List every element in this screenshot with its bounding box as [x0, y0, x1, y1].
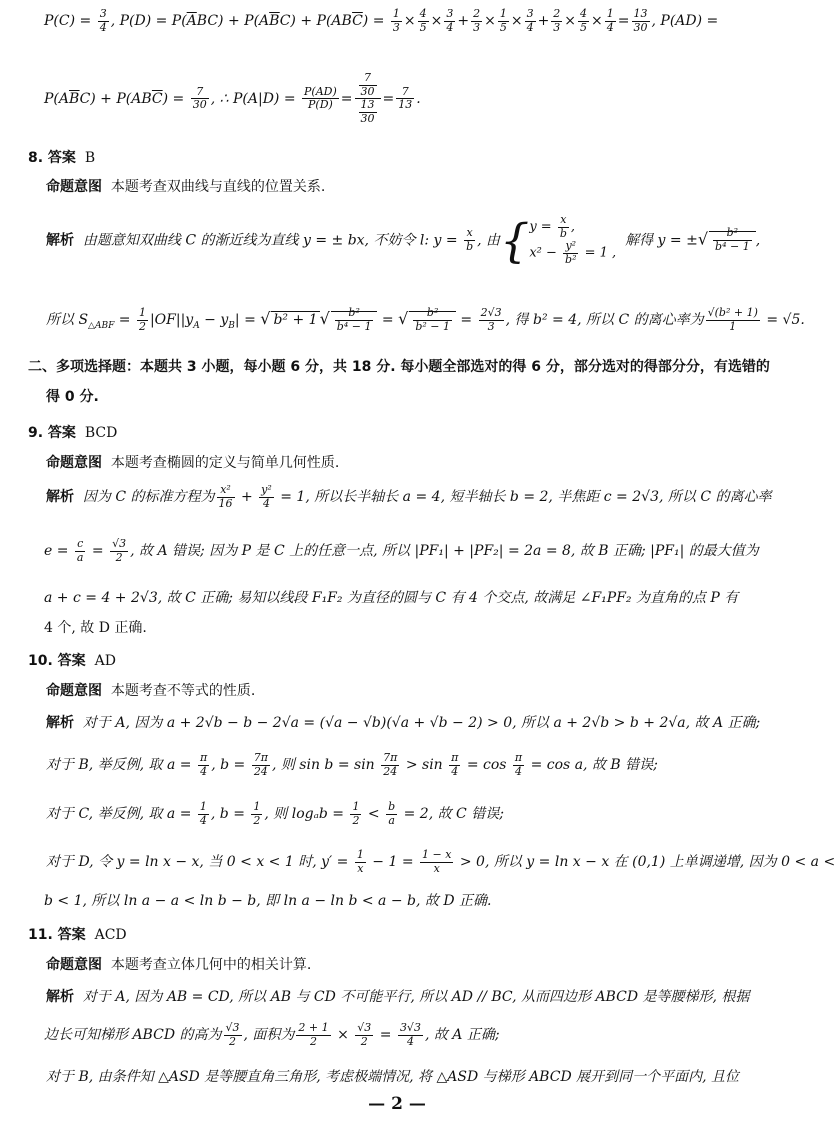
q10-option-a: 解析 对于 A, 因为 a + 2√b − b − 2√a = (√a − √b)(√a + √b − 2) > 0, 所以 a + 2√b > b + 2√a, 故 A 正确;	[46, 715, 761, 731]
q11-analysis-line3: 对于 B, 由条件知 △ASD 是等腰直角三角形, 考虑极端情况, 将 △ASD 与梯形 ABCD 展开到同一个平面内, 且位	[46, 1069, 740, 1085]
q11-answer: 11. 答案 ACD	[28, 927, 127, 943]
q8-area: 所以 $S_{\triangle ABF}$ = $\frac{1}{2}$ $|OF||y_A - y_B|$ = √ b² + 1 √ $\frac{\text{b²}}{\text{b⁴ − 1}}$ = √ $\frac{\text{b²}}{\text{b² − 1}}$ = $\frac{2√3}{3}$ , 得 b² = 4, 所以 C 的离心率为 $\frac{\text{√(b² + 1)}}{1}$ = √5.	[46, 306, 805, 333]
q9-answer: 9. 答案 BCD	[28, 425, 118, 441]
q9-analysis-line1: 解析 因为 C 的标准方程为 $\frac{\text{x²}}{16}$ + $\frac{\text{y²}}{4}$ = 1, 所以长半轴长 a = 4, 短半轴长 b = 2, 半焦距 c = 2√3, 所以 C 的离心率	[46, 483, 772, 510]
nested-fraction: $\frac{\frac{7}{30}}{\frac{13}{30}}$	[355, 72, 381, 126]
q9-analysis-line4: 4 个, 故 D 正确.	[44, 620, 147, 636]
q9-analysis-line2: e = $\frac{c}{a}$ = $\frac{√3}{2}$ , 故 A 错误; 因为 P 是 C 上的任意一点, 所以 |PF₁| + |PF₂| = 2a = 8, 故 B 正确; |PF₁| 的最大值为	[44, 537, 759, 564]
q8-intent: 命题意图 本题考查双曲线与直线的位置关系.	[46, 179, 326, 195]
q8-analysis: 解析 由题意知双曲线 C 的渐近线为直线 y = ± bx, 不妨令 l: y = $\frac{x}{b}$ , 由{ y = $\frac{x}{b}$ , x² − $\frac{\text{y²}}{\text{b²}}$ = 1 , 解得 y = ±√ $\frac{\text{b²}}{\text{b⁴ − 1}}$ ,	[46, 213, 761, 268]
q10-option-b: 对于 B, 举反例, 取 a = $\frac{\pi}{4}$ , b = $\frac{7\pi}{24}$ , 则 sin b = sin $\frac{7\pi}{24}$ > sin $\frac{\pi}{4}$ = cos $\frac{\pi}{4}$ = cos a, 故 B 错误;	[46, 751, 658, 778]
section2-title-cont: 得 0 分.	[46, 389, 99, 405]
q10-option-c: 对于 C, 举反例, 取 a = $\frac{1}{4}$ , b = $\frac{1}{2}$ , 则 logₐb = $\frac{1}{2}$ < $\frac{b}{a}$ = 2, 故 C 错误;	[46, 800, 504, 827]
section2-title: 二、多项选择题：本题共 3 小题，每小题 6 分，共 18 分. 每小题全部选对的得 6 分，部分选对的得部分分，有选错的	[28, 359, 770, 375]
q10-intent: 命题意图 本题考查不等式的性质.	[46, 683, 256, 699]
q7-line2: $P(A\overline{B}C) + P(AB\overline{C})$ = $\frac{7}{30}$ , ∴ P(A|D) = $\frac{P(AD)}{P(D)}$ = $\frac{\frac{7}{30}}{\frac{13}{30}}$ = $\frac{7}{13}$ .	[44, 71, 421, 125]
q7-line1: P(C) = $\frac{3}{4}$ , $P(D) = P(\overline{A}BC) + P(A\overline{B}C) + P(AB\overline{C})$ = $\frac{1}{3}$ × $\frac{4}{5}$ × $\frac{3}{4}$ + $\frac{2}{3}$ × $\frac{1}{5}$ × $\frac{3}{4}$ + $\frac{2}{3}$ × $\frac{4}{5}$ × $\frac{1}{4}$ = $\frac{13}{30}$ , P(AD) =	[44, 7, 719, 34]
page-number: — 2 —	[368, 1094, 426, 1114]
q10-option-d-cont: b < 1, 所以 ln a − a < ln b − b, 即 ln a − ln b < a − b, 故 D 正确.	[44, 893, 492, 909]
q11-intent: 命题意图 本题考查立体几何中的相关计算.	[46, 957, 312, 973]
q11-analysis-line2: 边长可知梯形 ABCD 的高为 $\frac{√3}{2}$ , 面积为 $\frac{2 + 1}{2}$ × $\frac{√3}{2}$ = $\frac{3√3}{4}$ , 故 A 正确;	[44, 1021, 500, 1048]
q10-option-d: 对于 D, 令 y = ln x − x, 当 0 < x < 1 时, y′ = $\frac{1}{x}$ − 1 = $\frac{1 - x}{x}$ > 0, 所以 y = ln x − x 在 (0,1) 上单调递增, 因为 0 < a <	[46, 848, 835, 875]
q10-answer: 10. 答案 AD	[28, 653, 116, 669]
q11-analysis-line1: 解析 对于 A, 因为 AB = CD, 所以 AB 与 CD 不可能平行, 所以 AD // BC, 从而四边形 ABCD 是等腰梯形, 根据	[46, 989, 750, 1005]
q9-analysis-line3: a + c = 4 + 2√3, 故 C 正确; 易知以线段 F₁F₂ 为直径的圆与 C 有 4 个交点, 故满足 ∠F₁PF₂ 为直角的点 P 有	[44, 590, 739, 606]
q8-answer: 8. 答案 B	[28, 150, 96, 166]
q9-intent: 命题意图 本题考查椭圆的定义与简单几何性质.	[46, 455, 340, 471]
equation-system: y = $\frac{x}{b}$ , x² − $\frac{\text{y²}}{\text{b²}}$ = 1 ,	[529, 213, 617, 266]
